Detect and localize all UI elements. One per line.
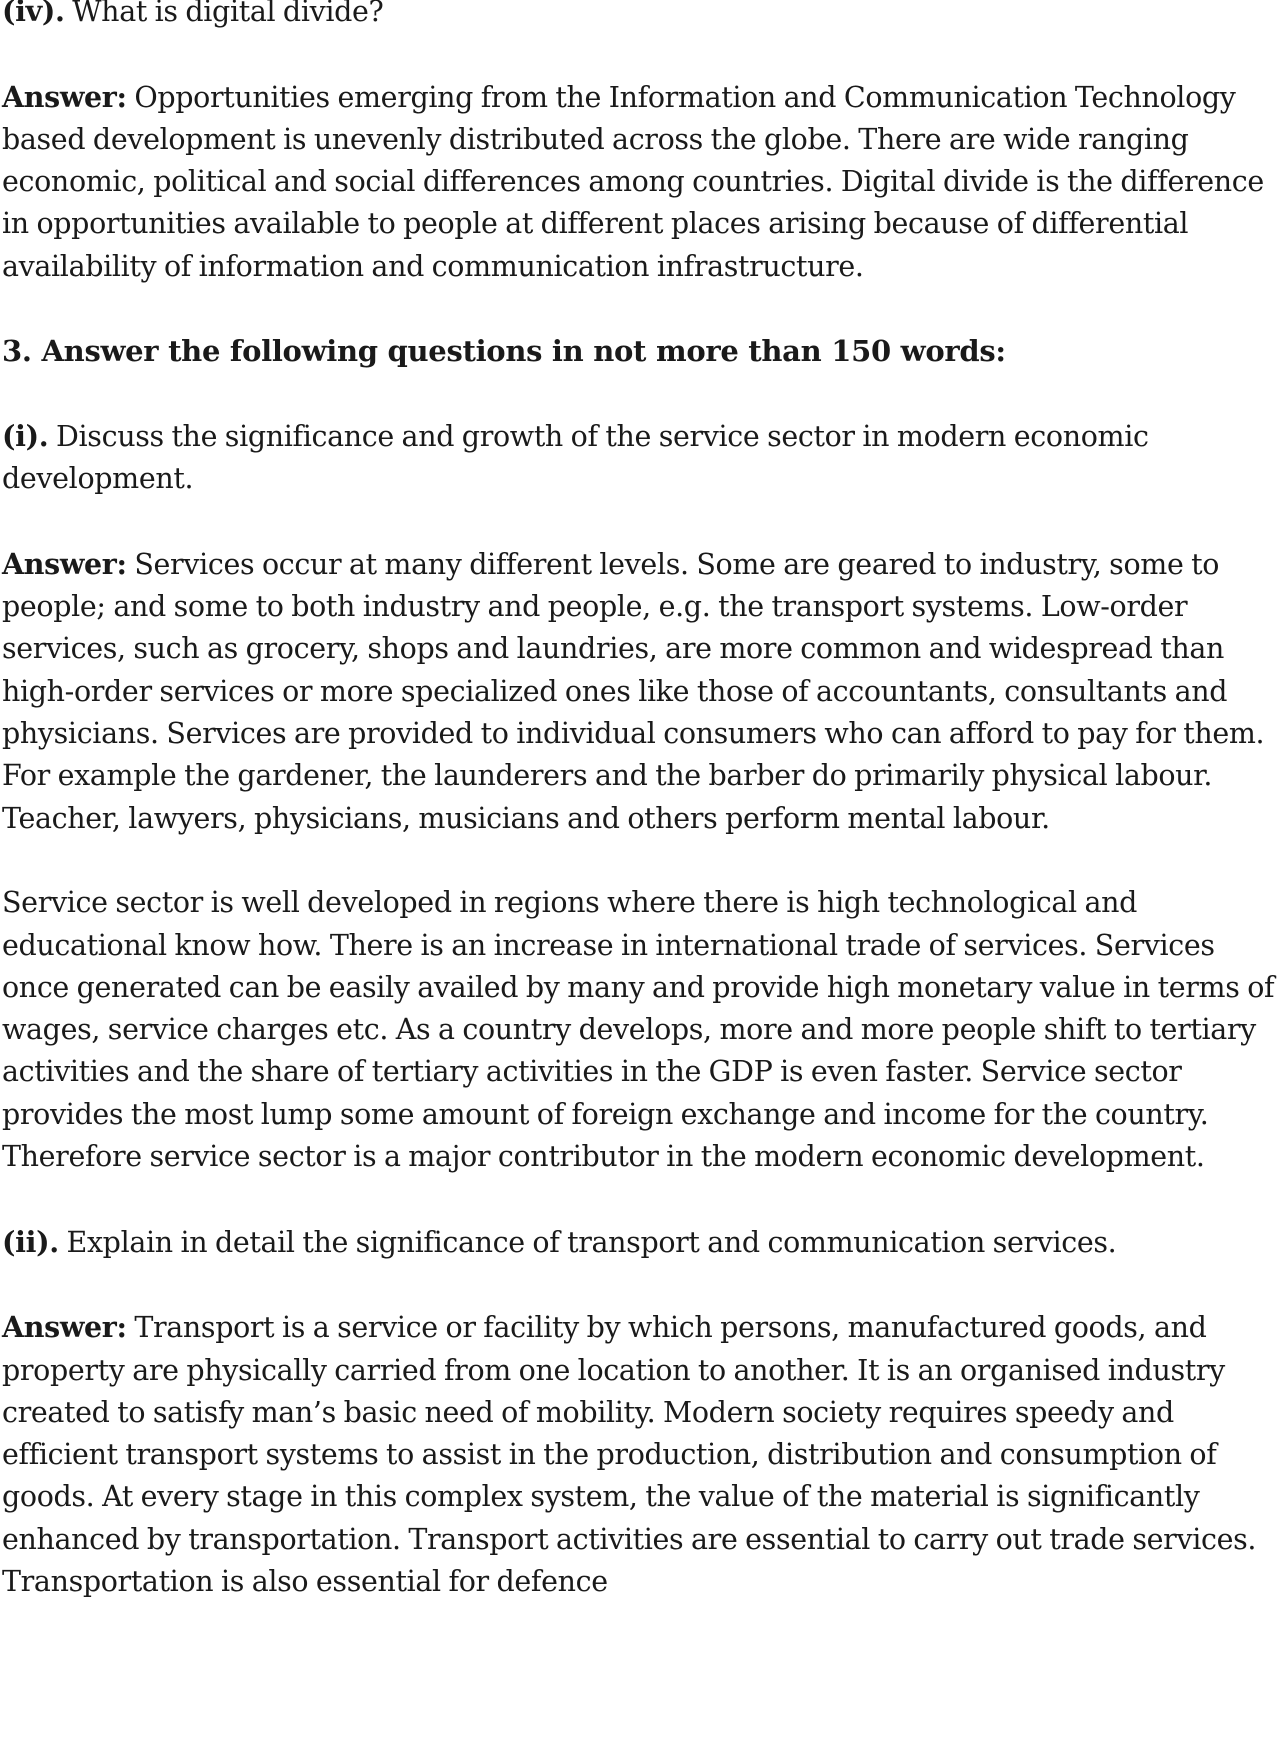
question-iv (2, 0, 1280, 33)
question-number: (i). (2, 418, 49, 453)
question-ii (2, 1221, 1280, 1264)
question-number: (iv). (2, 0, 65, 28)
answer-ii (2, 1306, 1280, 1603)
answer-label: Answer: (2, 79, 127, 114)
question-i (2, 415, 1280, 501)
answer-i (2, 543, 1280, 840)
answer-iv (2, 76, 1280, 288)
section-heading: 3. Answer the following questions in not more than 150 words: (2, 334, 1006, 369)
answer-label: Answer: (2, 546, 127, 581)
answer-text: Transport is a service or facility by which persons, manufactured goods, and property are physically carried from one location to another. It is an organised industry created to satisfy man’s basic need of mobility. Modern society requires speedy and efficient transport systems to assist in the production, distribution and consumption of goods. At every stage in this complex system, the value of the material is significantly enhanced by transportation. Transport activities are essential to carry out trade services. Transportation is also essential for defence (2, 1311, 1257, 1598)
answer-i-paragraph-2: Service sector is well developed in regions where there is high technological and educational know how. There is an increase in international trade of services. Services once generated can be easily availed by many and provide high monetary value in terms of wages, service charges etc. As a country develops, more and more people shift to tertiary activities and the share of tertiary activities in the GDP is even faster. Service sector provides the most lump some amount of foreign exchange and income for the country. Therefore service sector is a major contributor in the modern economic development. (2, 886, 1275, 1174)
question-text: What is digital divide? (64, 0, 384, 28)
question-text: Discuss the significance and growth of the service sector in modern economic development. (2, 419, 1149, 496)
answer-text: Services occur at many different levels. Some are geared to industry, some to people; and some to both industry and people, e.g. the transport systems. Low-order services, such as grocery, shops and laundries, are more common and widespread than high-order services or more specialized ones like those of accountants, consultants and physicians. Services are provided to individual consumers who can afford to pay for them. For example the gardener, the launderers and the barber do primarily physical labour. Teacher, lawyers, physicians, musicians and others perform mental labour. (2, 547, 1265, 835)
question-number: (ii). (2, 1224, 59, 1259)
answer-text: Opportunities emerging from the Information and Communication Technology based development is unevenly distributed across the globe. There are wide ranging economic, political and social differences among countries. Digital divide is the difference in opportunities available to people at different places arising because of differential availability of information and communication infrastructure. (2, 80, 1264, 283)
question-text: Explain in detail the significance of transport and communication services. (58, 1225, 1117, 1259)
answer-label: Answer: (2, 1310, 127, 1345)
